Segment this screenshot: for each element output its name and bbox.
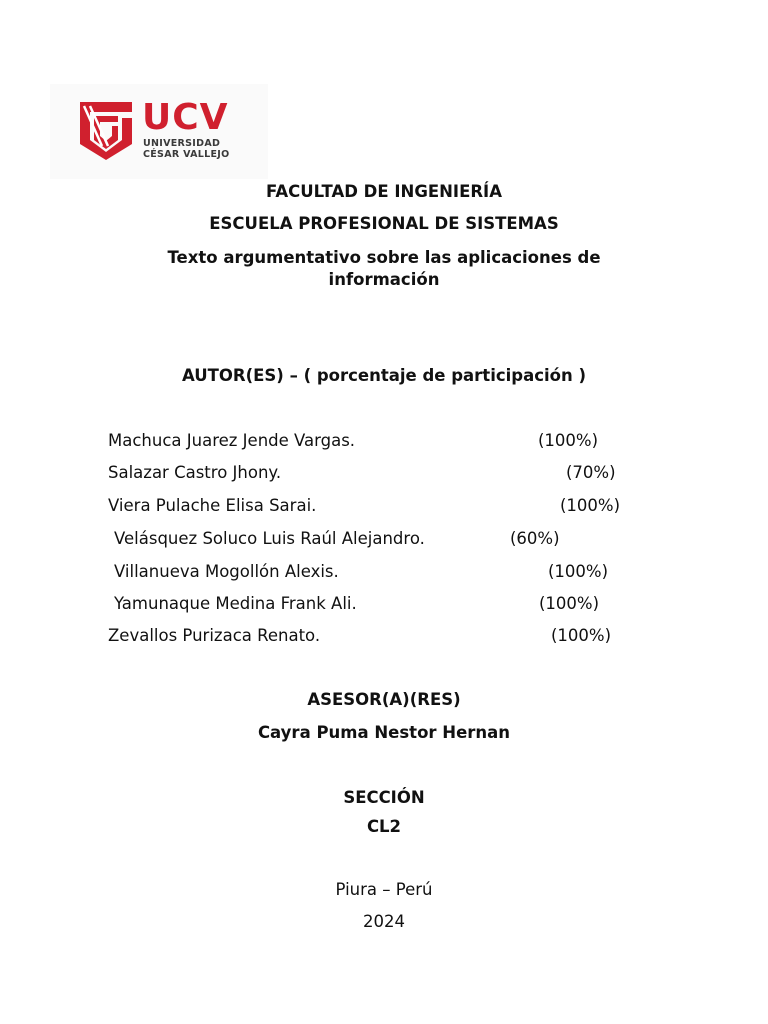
ucv-shield-icon xyxy=(78,100,134,160)
authors-heading: AUTOR(ES) – ( porcentaje de participación ) xyxy=(181,366,587,385)
author-name-4: Velásquez Soluco Luis Raúl Alejandro. xyxy=(114,529,425,548)
author-pct-1: (100%) xyxy=(538,431,599,450)
place-text: Piura – Perú xyxy=(335,880,433,899)
author-pct-4: (60%) xyxy=(510,529,560,548)
author-name-1: Machuca Juarez Jende Vargas. xyxy=(108,431,356,450)
section-heading: SECCIÓN xyxy=(343,788,425,807)
faculty-heading: FACULTAD DE INGENIERÍA xyxy=(266,182,502,201)
advisor-name: Cayra Puma Nestor Hernan xyxy=(257,723,511,742)
author-pct-3: (100%) xyxy=(560,496,621,515)
author-name-3: Viera Pulache Elisa Sarai. xyxy=(108,496,317,515)
year-text: 2024 xyxy=(363,912,405,931)
author-pct-7: (100%) xyxy=(551,626,612,645)
author-pct-6: (100%) xyxy=(539,594,600,613)
author-name-6: Yamunaque Medina Frank Ali. xyxy=(114,594,357,613)
logo-line-1: UNIVERSIDAD xyxy=(143,138,221,149)
section-value: CL2 xyxy=(366,817,402,836)
logo-brand-text: UCV xyxy=(142,97,229,138)
logo-line-2: CÉSAR VALLEJO xyxy=(143,149,230,160)
author-name-7: Zevallos Purizaca Renato. xyxy=(108,626,321,645)
advisor-heading: ASESOR(A)(RES) xyxy=(307,690,461,709)
author-pct-2: (70%) xyxy=(566,463,616,482)
author-name-5: Villanueva Mogollón Alexis. xyxy=(114,562,339,581)
author-pct-5: (100%) xyxy=(548,562,609,581)
author-name-2: Salazar Castro Jhony. xyxy=(108,463,282,482)
document-title: Texto argumentativo sobre las aplicaciones de información xyxy=(167,248,601,289)
university-logo xyxy=(50,84,268,179)
school-heading: ESCUELA PROFESIONAL DE SISTEMAS xyxy=(209,214,559,233)
